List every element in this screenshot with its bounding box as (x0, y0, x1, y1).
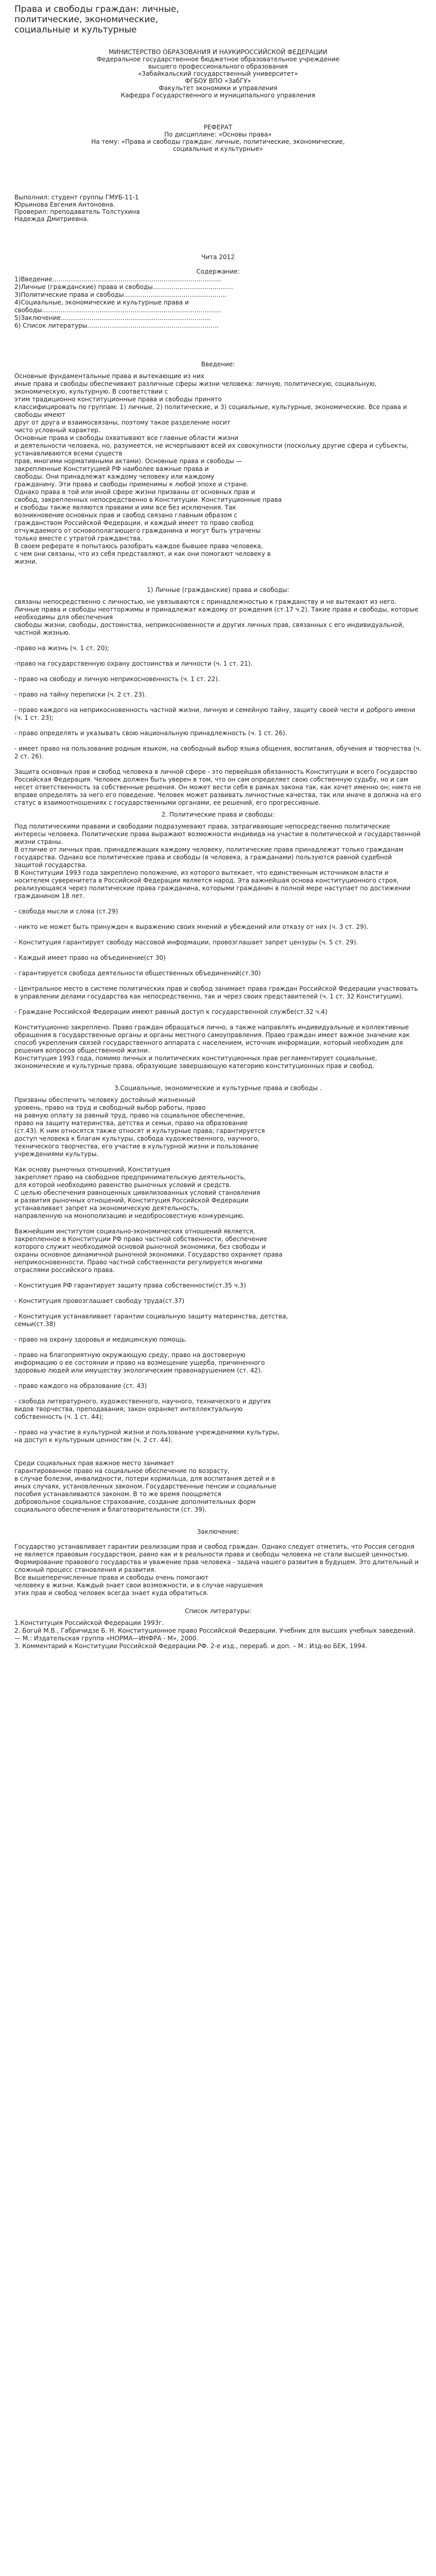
text-line: - свобода мысли и слова (ст.29) (14, 908, 118, 915)
text-line: отчуждаемого от основополагающего гражданина и могут быть утрачены (14, 527, 261, 534)
text-line: - право каждого на образование (ст. 43) (14, 1382, 147, 1389)
text-line: видов творчества, преподавания; закон охраняет интеллектуальную (14, 1405, 243, 1413)
text-line: - право на участие в культурной жизни и пользование учреждениями культуры, (14, 1429, 280, 1436)
section3-text (14, 1096, 422, 1514)
text-line: свобод, закрепленных непосредственно в Конституции. Конституционные права (14, 496, 282, 503)
text-line: друг от друга и взаимосвязаны, поэтому такое разделение носит (14, 419, 231, 426)
text-line: семьи(ст.38) (14, 1320, 56, 1328)
text-line: прав, многими нормативными актами). Основные права и свободы — (14, 457, 242, 465)
text-line: жизни. (14, 558, 38, 565)
text-line: Как основу рыночных отношений, Конституция (14, 1166, 170, 1173)
text-line: гражданину. Эти права и свободы применимы к любой эпохе и стране. (14, 481, 249, 488)
text-line (14, 652, 422, 660)
text-line: и развития рыночных отношений, Конституция Российской Федерации (14, 1197, 249, 1204)
text-line: учреждениями культуры. (14, 1150, 99, 1158)
text-line (14, 1220, 422, 1228)
text-line (14, 977, 422, 985)
report-heading-line: социальные и культурные» (173, 145, 263, 152)
text-line (14, 900, 422, 908)
literature-item: 2. Бoгuй М.В., Габричидзе Б. Н. Конституционное право Российской Федерации. Учебник для высших учебных заведений. — М.: Издательская группа «НОРМА—ИНФРА - М», 2000. (14, 1627, 415, 1642)
text-line: - право на охрану здоровья и медицинскую помощь. (14, 1336, 187, 1343)
author-line: Выполнил: студент группы ГМУБ-11-1 (14, 194, 139, 201)
header-line: ФГБОУ ВПО «ЗабГУ» (185, 77, 251, 84)
text-line: Все вышеперечисленные права и свободы очень помогают (14, 1574, 208, 1581)
text-line: - Каждый имеет право на объединение(ст 30) (14, 954, 166, 961)
text-line: -право на государственную охрану достоинства и личности (ч. 1 ст. 21). (14, 660, 253, 667)
text-line: закрепленные Конституцией РФ наиболее важные права и (14, 465, 209, 472)
text-line (14, 760, 422, 768)
text-line: В своем реферате я попытаюсь разобрать каждое бывшее права человека, (14, 543, 263, 550)
literature-title: Список литературы: (184, 1607, 252, 1615)
toc-item: 6) Список литературы………………………………………………………. (14, 322, 219, 329)
text-line: социального обеспечения и благотворительности (ст. 39). (14, 1506, 207, 1513)
text-line (14, 668, 422, 675)
text-line (14, 1274, 422, 1282)
text-line: Конституция 1993 года, помимо личных и политических конституционных прав регламентирует социальные, экономические и культурные права, образующие завершающую категорию конституционных прав и свобод. (14, 1055, 377, 1070)
text-line (14, 1328, 422, 1336)
text-line: неприкосновенности. Право частной собственности регулируется многими (14, 1259, 263, 1266)
text-line: для которой необходимо равенство рыночных условий и средств. (14, 1181, 232, 1189)
text-line: информацию о ее состоянии и право на возмещение ущерба, причиненного (14, 1359, 265, 1366)
text-line: охраны основное динамичной рыночной экономики. Государство охраняет права (14, 1251, 283, 1258)
text-line (14, 1158, 422, 1166)
toc-item: 1)Введение………………………………………………………………………. (14, 276, 221, 283)
author-line: Надежда Дмитриевна. (14, 215, 89, 223)
text-line: гражданством Российской Федерации, и каждый имеет то право свобод (14, 519, 254, 527)
report-heading-line: По дисциплине: «Основы права» (164, 131, 272, 138)
header-line: Кафедра Государственного и муниципального управления (120, 92, 316, 99)
conclusion-text (14, 1543, 422, 1597)
text-line: и свободы также являются правами и ими все без исключения. Так (14, 504, 236, 511)
text-line: право на защиту материнства, детства и семьи, право на образование (14, 1120, 248, 1127)
city-year: Чита 2012 (201, 253, 235, 261)
toc-item: 4)Социальные, экономические и культурные права и (14, 299, 189, 306)
section3-title: 3.Социальные, экономические и культурные права и свободы . (114, 1084, 322, 1092)
text-line: доступ человека к благам культуры, свобода художественного, научного, (14, 1135, 259, 1142)
text-line (14, 737, 422, 745)
text-line (14, 1344, 422, 1351)
text-line: человеку в жизни. Каждый знает свои возможности, и в случае нарушения (14, 1582, 263, 1589)
text-line: технического творчества, его участие в культурной жизни и пользование (14, 1143, 259, 1150)
text-line: и деятельности человека, но, разумеется, не исчерпывают всей их совокупности (поскольку другие сфера и субъекты, устанавливаются всеми существ (14, 442, 409, 457)
text-line (14, 946, 422, 954)
toc-item: 2)Личные (гражданские) права и свободы………………………………… (14, 283, 233, 291)
conclusion-title: Заключение: (197, 1528, 239, 1535)
text-line: - Граждане Российской Федерации имеют равный доступ к государственной службе(ст.32 ч.4) (14, 1008, 327, 1015)
text-line: - право каждого на неприкосновенность частной жизни, личную и семейную тайну, защиту своей чести и доброго имени (ч. 1 ст. 23); (14, 706, 415, 721)
section2-text (14, 823, 422, 1070)
text-line: этим традиционно конституционные права и свободы принято (14, 396, 222, 403)
text-line: - Конституция РФ гарантирует защиту права собственности(ст.35 ч.3) (14, 1282, 246, 1289)
text-line: иные права и свободы обеспечивают различные сферы жизни человека: личную, политическую, социальную, экономическую, культурную. В соответствии с (14, 380, 377, 395)
report-heading-line: На тему: «Права и свободы граждан: личные, политические, экономические, (91, 138, 345, 145)
text-line (14, 1290, 422, 1297)
literature-item: 1.Конституция Российской Федерации 1993г. (14, 1619, 164, 1626)
section2-title: 2. Политические права и свободы: (161, 811, 275, 818)
text-line: С целью обеспечения равноценных цивилизованных условий становления (14, 1189, 260, 1196)
text-line: Среди социальных прав важное место занимает (14, 1460, 175, 1467)
header-line: МИНИСТЕРСТВО ОБРАЗОВАНИЯ И НАУКИРОССИЙСКОЙ ФЕДЕРАЦИИ (109, 48, 327, 56)
text-line (14, 1001, 422, 1008)
text-line (14, 916, 422, 923)
text-line (14, 1375, 422, 1382)
text-line: в случае болезни, инвалидности, потери кормильца, для воспитания детей и в (14, 1475, 275, 1482)
text-line: -право на жизнь (ч. 1 ст. 20); (14, 645, 110, 652)
text-line: с чем они связаны, что из себя представляют, и как они помогают человеку в (14, 550, 271, 557)
text-line: - никто не может быть принужден к выражению своих мнений и убеждений или отказу от них (ч. 3 ст. 29). (14, 923, 369, 930)
header-line: Федеральное государственное бюджетное образовательное учреждение (96, 56, 340, 63)
text-line: - имеет право на пользование родным языком, на свободный выбор языка общения, воспитания, обучения и творчества (ч. 2 ст. 26). (14, 745, 422, 760)
text-line: - Конституция устанавливает гарантии социальную защиту материнства, детства, (14, 1313, 288, 1320)
text-line (14, 1421, 422, 1429)
text-line: здоровью людей или имуществу экологическим правонарушением (ст. 42). (14, 1367, 263, 1374)
text-line: Защита основных прав и свобод человека в личной сфере - это первейшая обязанность Конституции и всего Государство Российская Федерация. Человек должен быть уверен в том, что он сам определяет свою собственную судьбу, но и сам несет ответственность за собственные решения. Он может вести себя в рамках закона так, как хочет именно он; никто не вправе определять за него его поведение. Человек может развивать личностные качества, так или иначе в должна на его статус в взаимоотношениях с государственными органами, ее решений, его прогрессивные. (14, 768, 422, 806)
text-line: направленную на монополизацию и недобросовестную конкуренцию. (14, 1212, 245, 1219)
text-line: закрепляет право на свободное предпринимательскую деятельность, (14, 1174, 246, 1181)
toc-item: 3)Политические права и свободы………………………………………….. (14, 291, 227, 298)
text-line: В Конституции 1993 года закреплено положение, из которого вытекает, что единственным источником власти и носителем суверенитета в Российской Федерации является народ. Эта важнейшая основа конституционного строя, реализующаяся через политические права гражданина, которыми гражданин в полной мере наступает по достижении гражданином 18 лет. (14, 869, 411, 900)
text-line: возникновение основных прав и свобод связано главным образом с (14, 512, 237, 519)
author-line: Юрьинова Евгения Антоновна. (14, 201, 115, 208)
text-line: закрепленное в Конституции РФ право частной собственности, обеспечение (14, 1235, 267, 1243)
section1-text (14, 598, 422, 807)
text-line: - гарантируется свобода деятельности общественных объединений(ст.30) (14, 970, 261, 977)
text-line: которого служит необходимой основой рыночной экономики, без свободы и (14, 1243, 266, 1250)
text-line: пособия устанавливаются законом. В то же время поощряется (14, 1490, 221, 1498)
page-title: Права и свободы граждан: личные, политические, экономические, социальные и культурные (14, 4, 179, 35)
text-line: - право на свободу и личную неприкосновенность (ч. 1 ст. 22). (14, 675, 220, 683)
text-line: - Конституция гарантирует свободу массовой информации, провозглашает запрет цензуры (ч. 5 ст. 29). (14, 939, 358, 946)
text-line (14, 931, 422, 939)
intro-text (14, 372, 422, 566)
title-page (14, 48, 422, 152)
text-line: классифицировать по группам: 1) личные, 2) политические, и 3) социальные, культурные, экономические. Все права и свободы имеют (14, 403, 407, 418)
text-line: отраслями российского права. (14, 1266, 115, 1274)
text-line: Под политическими правами и свободами подразумевают права, затрагивающие непосредственно политические интересы человека. Политические права выражают возможности индивида на участие в политической и государственной жизни страны. (14, 823, 421, 845)
text-line: этих прав и свобод человек всегда знает куда обратиться. (14, 1589, 209, 1597)
text-line: Государство устанавливает гарантии реализации прав и свобод граждан. Однако следует отметить, что Россия сегодня не является правовым государством, равно как и в реальности права и свободы человека не стали высшей ценностью. Формирование правового государства и уважение прав человека - задача нашего развития в будущем. Это длительный и сложный процесс становления и развития. (14, 1543, 419, 1573)
text-line: Основные права и свободы охватывают все главные области жизни (14, 434, 238, 442)
text-line (14, 637, 422, 645)
intro-title: Введение: (201, 361, 235, 368)
table-of-contents (14, 276, 422, 330)
institution-header (14, 48, 422, 99)
text-line: (ст.43). К ним относятся также относят и культурные права; гарантируется (14, 1127, 265, 1134)
text-line: на доступ к культурным ценностям (ч. 2 ст. 44). (14, 1436, 173, 1444)
text-line: Однако права в той или иной сфере жизни призваны от основных прав и (14, 488, 255, 496)
text-line: Важнейшим институтом социально-экономических отношений является, (14, 1228, 255, 1235)
text-line (14, 1452, 422, 1460)
text-line: В отличие от личных прав, принадлежащих каждому человеку, политические права принадлежат только гражданам государства. Однако все политические права и свободы (в человека, а гражданами) пользуются равной судебной защитой государства. (14, 846, 404, 869)
text-line: чисто условный характер. (14, 427, 100, 434)
literature-list (14, 1619, 422, 1650)
author-line: Проверил: преподаватель Толстухина (14, 208, 140, 215)
text-line: Основные фундаментальные права и вытекающие из них (14, 372, 204, 380)
header-line: высшего профессионального образования (148, 63, 288, 70)
toc-title: Содержание: (196, 268, 240, 275)
text-line: - Конституция провозглашает свободу труда(ст.37) (14, 1297, 185, 1304)
text-line: - свобода литературного, художественного, научного, технического и других (14, 1398, 271, 1405)
toc-item: свободы…………………………………………………………………………… (14, 307, 221, 314)
text-line: иных случаях, установленных законом. Государственные пенсии и социальные (14, 1483, 276, 1490)
text-line (14, 1305, 422, 1313)
text-line: связаны непосредственно с личностью, не увязываются с принадлежностью к гражданству и не вытекают из него. Личные права и свободы неотторжимы и принадлежат каждому от рождения (ст.17 ч.2). Такие права и свободы, которые необходимы для обеспечения (14, 598, 418, 621)
text-line: - право определять и указывать свою национальную принадлежность (ч. 1 ст. 26). (14, 730, 287, 737)
text-line (14, 1390, 422, 1398)
text-line: свободы. Они принадлежат каждому человеку или каждому (14, 473, 215, 480)
text-line: - право на тайну переписки (ч. 2 ст. 23). (14, 691, 147, 698)
author-block (14, 194, 422, 223)
text-line (14, 722, 422, 730)
text-line: только вместе с утратой гражданства. (14, 535, 143, 542)
text-line (14, 1016, 422, 1024)
report-heading-line: РЕФЕРАТ (203, 124, 233, 131)
text-line (14, 962, 422, 970)
text-line (14, 699, 422, 706)
text-line: Конституционно закреплено. Право граждан обращаться лично, а также направлять индивидуальные и коллективные обращения в государственные органы и органы местного самоуправления. Право граждан имеет важное значение как способ укрепления связей государственного аппарата с населением, источник информации, который необходим для решения вопросов общественной жизни. (14, 1024, 410, 1054)
text-line: добровольное социальное страхование, создание дополнительных форм (14, 1498, 256, 1505)
text-line: - Центральное место в системе политических прав и свобод занимает права граждан Российской Федерации участвовать в управлении делами государства как непосредственно, так и через своих представителей (ч. 1 ст. 32 Конституции). (14, 985, 418, 1000)
text-line: устанавливает запрет на экономическую деятельность, (14, 1205, 200, 1212)
header-line: «Забайкальский государственный университет» (138, 70, 298, 77)
text-line: на равную оплату за равный труд, право на социальное обеспечение, (14, 1112, 245, 1119)
text-line: свободы жизни, свободы, достоинства, неприкосновенности и других личных прав, связанных с его индивидуальной, частной жизнью. (14, 621, 404, 636)
text-line: - право на благоприятную окружающую среду, право на достоверную (14, 1351, 246, 1359)
toc-item: 5)Заключение………………………………………………………………. (14, 314, 211, 321)
text-line: Призваны обеспечить человеку достойный жизненный (14, 1096, 196, 1104)
report-heading (14, 124, 422, 152)
text-line (14, 683, 422, 691)
literature-item: 3. Комментарий к Конституции Российской Федерации.РФ. 2-е изд., перераб. и доп. – М.: Изд-во БЕК, 1994. (14, 1642, 368, 1650)
text-line: гарантированное право на социальное обеспечение по возрасту, (14, 1467, 230, 1475)
text-line: уровень, право на труд и свободный выбор работы, право (14, 1104, 206, 1111)
text-line (14, 1444, 422, 1452)
header-line: Факультет экономики и управления (159, 84, 277, 92)
section1-title: 1) Личные (гражданские) права и свободы: (147, 586, 289, 594)
text-line: собственность (ч. 1 ст. 44); (14, 1413, 103, 1420)
